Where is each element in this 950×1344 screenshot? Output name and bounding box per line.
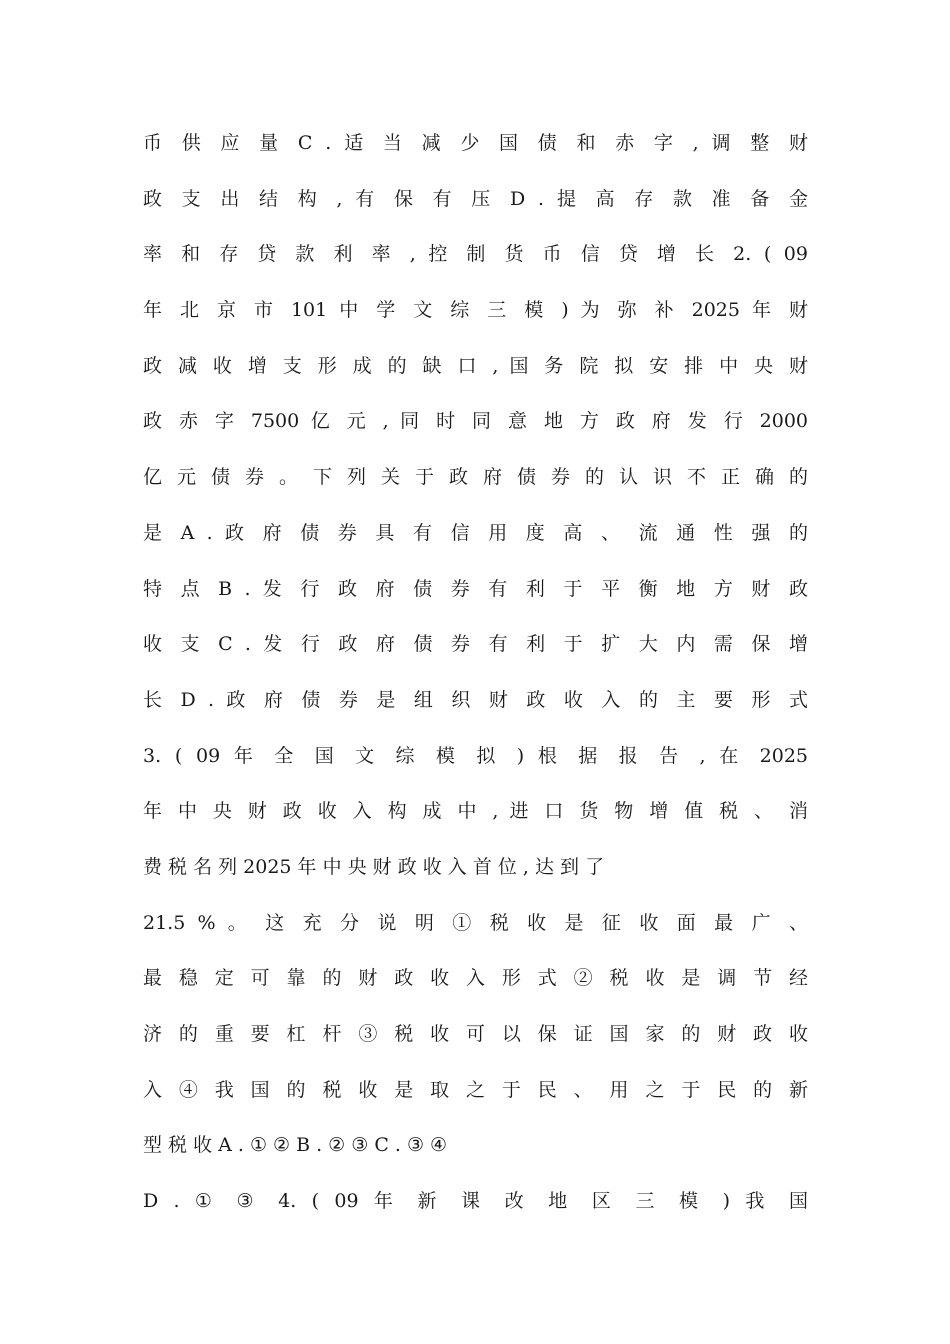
text-line: 率 和 存 贷 款 利 率 , 控 制 货 币 信 贷 增 长 2. ( 09 (143, 243, 808, 266)
text-line: 年 北 京 市 101 中 学 文 综 三 模 ) 为 弥 补 2025 年 财 (143, 299, 808, 322)
text-line: 年 中 央 财 政 收 入 构 成 中 , 进 口 货 物 增 值 税 、 消 (143, 800, 808, 823)
text-line: 21.5 % 。 这 充 分 说 明 ① 税 收 是 征 收 面 最 广 、 (143, 911, 808, 934)
document-body (143, 116, 808, 1230)
text-line: 政 减 收 增 支 形 成 的 缺 口 , 国 务 院 拟 安 排 中 央 财 (143, 354, 808, 377)
text-line: 收 支 C . 发 行 政 府 债 券 有 利 于 扩 大 内 需 保 增 (143, 633, 808, 656)
text-line: 型 税 收 A . ① ② B . ② ③ C . ③ ④ (143, 1134, 448, 1157)
text-line: 费 税 名 列 2025 年 中 央 财 政 收 入 首 位 , 达 到 了 (143, 855, 605, 878)
text-line: 长 D . 政 府 债 券 是 组 织 财 政 收 入 的 主 要 形 式 (143, 688, 808, 711)
text-line: 政 赤 字 7500 亿 元 , 同 时 同 意 地 方 政 府 发 行 2000 (143, 410, 808, 433)
text-line: D . ① ③ 4. ( 09 年 新 课 改 地 区 三 模 ) 我 国 (143, 1190, 808, 1213)
text-line: 币 供 应 量 C . 适 当 减 少 国 债 和 赤 字 , 调 整 财 (143, 132, 808, 154)
text-line: 济 的 重 要 杠 杆 ③ 税 收 可 以 保 证 国 家 的 财 政 收 (143, 1023, 808, 1045)
text-line: 政 支 出 结 构 , 有 保 有 压 D . 提 高 存 款 准 备 金 (143, 187, 808, 210)
text-line: 是 A . 政 府 债 券 具 有 信 用 度 高 、 流 通 性 强 的 (143, 521, 808, 544)
text-line: 3. ( 09 年 全 国 文 综 模 拟 ) 根 据 报 告 , 在 2025 (143, 744, 808, 767)
text-line: 入 ④ 我 国 的 税 收 是 取 之 于 民 、 用 之 于 民 的 新 (143, 1078, 808, 1101)
text-line: 最 稳 定 可 靠 的 财 政 收 入 形 式 ② 税 收 是 调 节 经 (143, 967, 808, 990)
text-line: 特 点 B . 发 行 政 府 债 券 有 利 于 平 衡 地 方 财 政 (143, 577, 808, 600)
text-line: 亿 元 债 券 。 下 列 关 于 政 府 债 券 的 认 识 不 正 确 的 (143, 466, 808, 489)
